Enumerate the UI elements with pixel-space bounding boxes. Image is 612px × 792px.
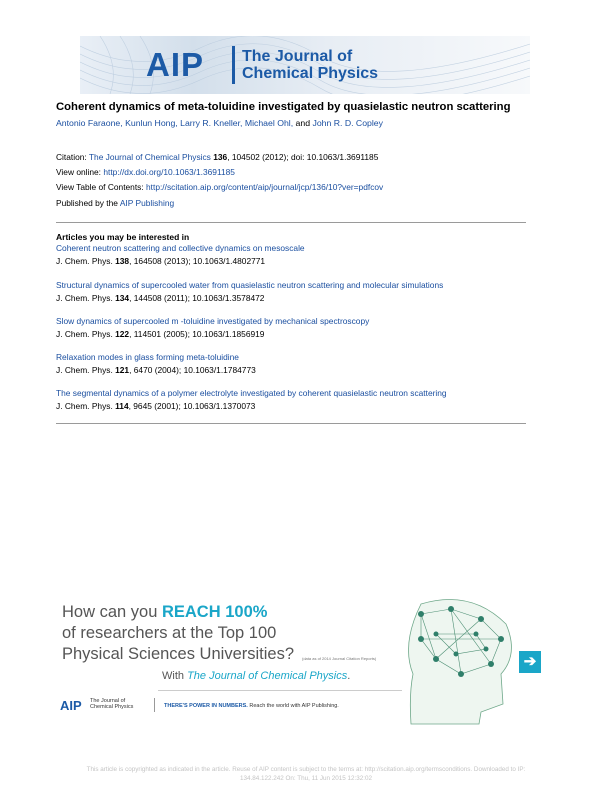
ad-journal-name: The Journal of Chemical Physics: [90, 698, 134, 710]
view-online-link[interactable]: http://dx.doi.org/10.1063/1.3691185: [103, 167, 235, 177]
published-by-label: Published by the: [56, 198, 118, 208]
view-toc-line: [56, 182, 383, 192]
ad-divider: [158, 690, 402, 691]
divider-bottom: [56, 423, 526, 424]
citation-volume: 136: [213, 152, 228, 162]
related-article-ref: J. Chem. Phys. 114, 9645 (2001); 10.1063/1.1370073: [56, 401, 256, 411]
copyright-footer: [20, 765, 592, 783]
ad-tagline: THERE'S POWER IN NUMBERS. Reach the world with AIP Publishing.: [164, 703, 339, 709]
article-title: Coherent dynamics of meta-toluidine investigated by quasielastic neutron scattering: [56, 101, 511, 113]
aip-logo: AIP: [146, 46, 205, 83]
view-toc-link[interactable]: http://scitation.aip.org/content/aip/journal/jcp/136/10?ver=pdfcov: [146, 182, 384, 192]
ad-footnote: (data as of 2014 Journal Citation Reports): [302, 656, 377, 661]
author-link[interactable]: John R. D. Copley: [312, 118, 383, 128]
authors-and: and: [295, 118, 311, 128]
citation-line: [56, 152, 378, 162]
related-article-link[interactable]: Relaxation modes in glass forming meta-toluidine: [56, 352, 239, 362]
ad-with-journal: With The Journal of Chemical Physics.: [162, 670, 351, 682]
advertisement-banner[interactable]: [56, 594, 546, 726]
related-article-ref: J. Chem. Phys. 122, 114501 (2005); 10.1063/1.1856919: [56, 329, 265, 339]
author-link[interactable]: Antonio Faraone: [56, 118, 121, 128]
divider-top: [56, 222, 526, 223]
related-articles-heading: Articles you may be interested in: [56, 232, 190, 242]
related-article-link[interactable]: The segmental dynamics of a polymer electrolyte investigated by coherent quasielastic neutron scattering: [56, 388, 447, 398]
related-article-ref: J. Chem. Phys. 138, 164508 (2013); 10.1063/1.4802771: [56, 256, 266, 266]
related-article-link[interactable]: Slow dynamics of supercooled m -toluidine investigated by mechanical spectroscopy: [56, 316, 370, 326]
author-list: Antonio Faraone, Kunlun Hong, Larry R. Kneller, Michael Ohl, and John R. D. Copley: [56, 118, 383, 128]
journal-name: [242, 48, 378, 82]
ad-headline-line2: of researchers at the Top 100: [62, 624, 277, 642]
ad-logo-separator: [154, 698, 155, 712]
network-head-graphic: [401, 594, 521, 726]
journal-name-line2: Chemical Physics: [242, 65, 379, 82]
footer-line2: 134.84.122.242 On: Thu, 11 Jun 2015 12:32:02: [239, 775, 373, 782]
logo-divider: [232, 46, 235, 84]
footer-line1: This article is copyrighted as indicated in the article. Reuse of AIP content is subject to the terms at: http://scitation.aip.org/termsconditions. Downloaded to IP:: [86, 766, 526, 773]
journal-name-line1: The Journal of: [242, 48, 353, 65]
author-link[interactable]: Michael Ohl: [244, 118, 291, 128]
author-link[interactable]: Kunlun Hong: [125, 118, 176, 128]
related-article-link[interactable]: Structural dynamics of supercooled water from quasielastic neutron scattering and molecular simulations: [56, 280, 444, 290]
ad-headline-line1: How can you REACH 100%: [62, 603, 268, 621]
publisher-link[interactable]: AIP Publishing: [119, 198, 175, 208]
author-link[interactable]: Larry R. Kneller: [180, 118, 241, 128]
related-article-ref: J. Chem. Phys. 121, 6470 (2004); 10.1063/1.1784773: [56, 365, 256, 375]
related-article-ref: J. Chem. Phys. 134, 144508 (2011); 10.1063/1.3578472: [56, 293, 265, 303]
citation-rest: , 104502 (2012); doi: 10.1063/1.3691185: [227, 152, 379, 162]
published-by-line: [56, 198, 174, 208]
citation-label: Citation:: [56, 152, 87, 162]
ad-headline-line3: Physical Sciences Universities?: [62, 645, 295, 663]
view-toc-label: View Table of Contents:: [56, 182, 144, 192]
ad-aip-logo: AIP: [60, 698, 82, 713]
ad-arrow-button[interactable]: ➔: [519, 651, 541, 673]
view-online-label: View online:: [56, 167, 102, 177]
view-online-line: [56, 167, 235, 177]
citation-journal-link[interactable]: The Journal of Chemical Physics: [88, 152, 211, 162]
related-article-link[interactable]: Coherent neutron scattering and collective dynamics on mesoscale: [56, 243, 305, 253]
